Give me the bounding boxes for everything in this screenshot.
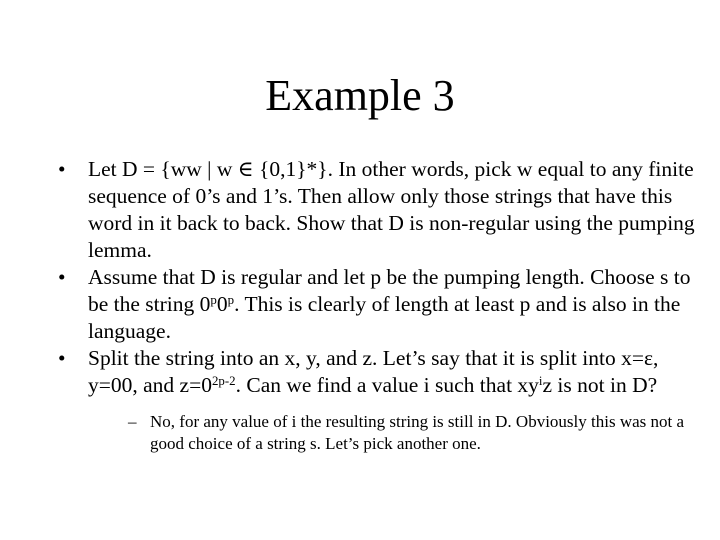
bullet-item [58,156,708,264]
text-segment: . Can we find a value i such that xy [235,373,539,397]
superscript: 2p-2 [211,373,236,388]
bullet-marker: • [58,157,66,181]
bullet-item [58,345,708,455]
text-segment: z is not in D? [542,373,658,397]
sub-bullet-text: No, for any value of i the resulting string is still in D. Obviously this was not a good choice of a string s. Let’s pick another one. [150,412,685,453]
bullet-item [58,264,708,345]
text-segment: . This is clearly of length at least p and is also in the language. [88,292,681,343]
bullet-marker: • [58,265,66,289]
bullet-list [58,156,708,455]
text-segment: 0 [216,292,228,316]
text-segment: Assume that D is regular and let p be the pumping length. Choose s to be the string 0 [88,265,691,316]
superscript: i [538,373,543,388]
superscript: p [210,292,217,307]
bullet-text: Let D = {ww | w ∈ {0,1}*}. In other words, pick w equal to any finite sequence of 0’s and 1’s. Then allow only those strings that have this word in it back to back. Show that D is non-regular using the pumping lemma. [88,157,695,262]
text-segment: Split the string into an x, y, and z. Let’s say that it is split into x=ε, y=00, and z=0 [88,346,659,397]
bullet-marker: • [58,346,66,370]
bullet-text [88,265,691,343]
bullet-text [88,346,658,397]
superscript: p [227,292,235,307]
sub-bullet-marker: – [128,412,137,431]
slide-title: Example 3 [265,71,455,120]
sub-bullet-item [128,411,708,455]
